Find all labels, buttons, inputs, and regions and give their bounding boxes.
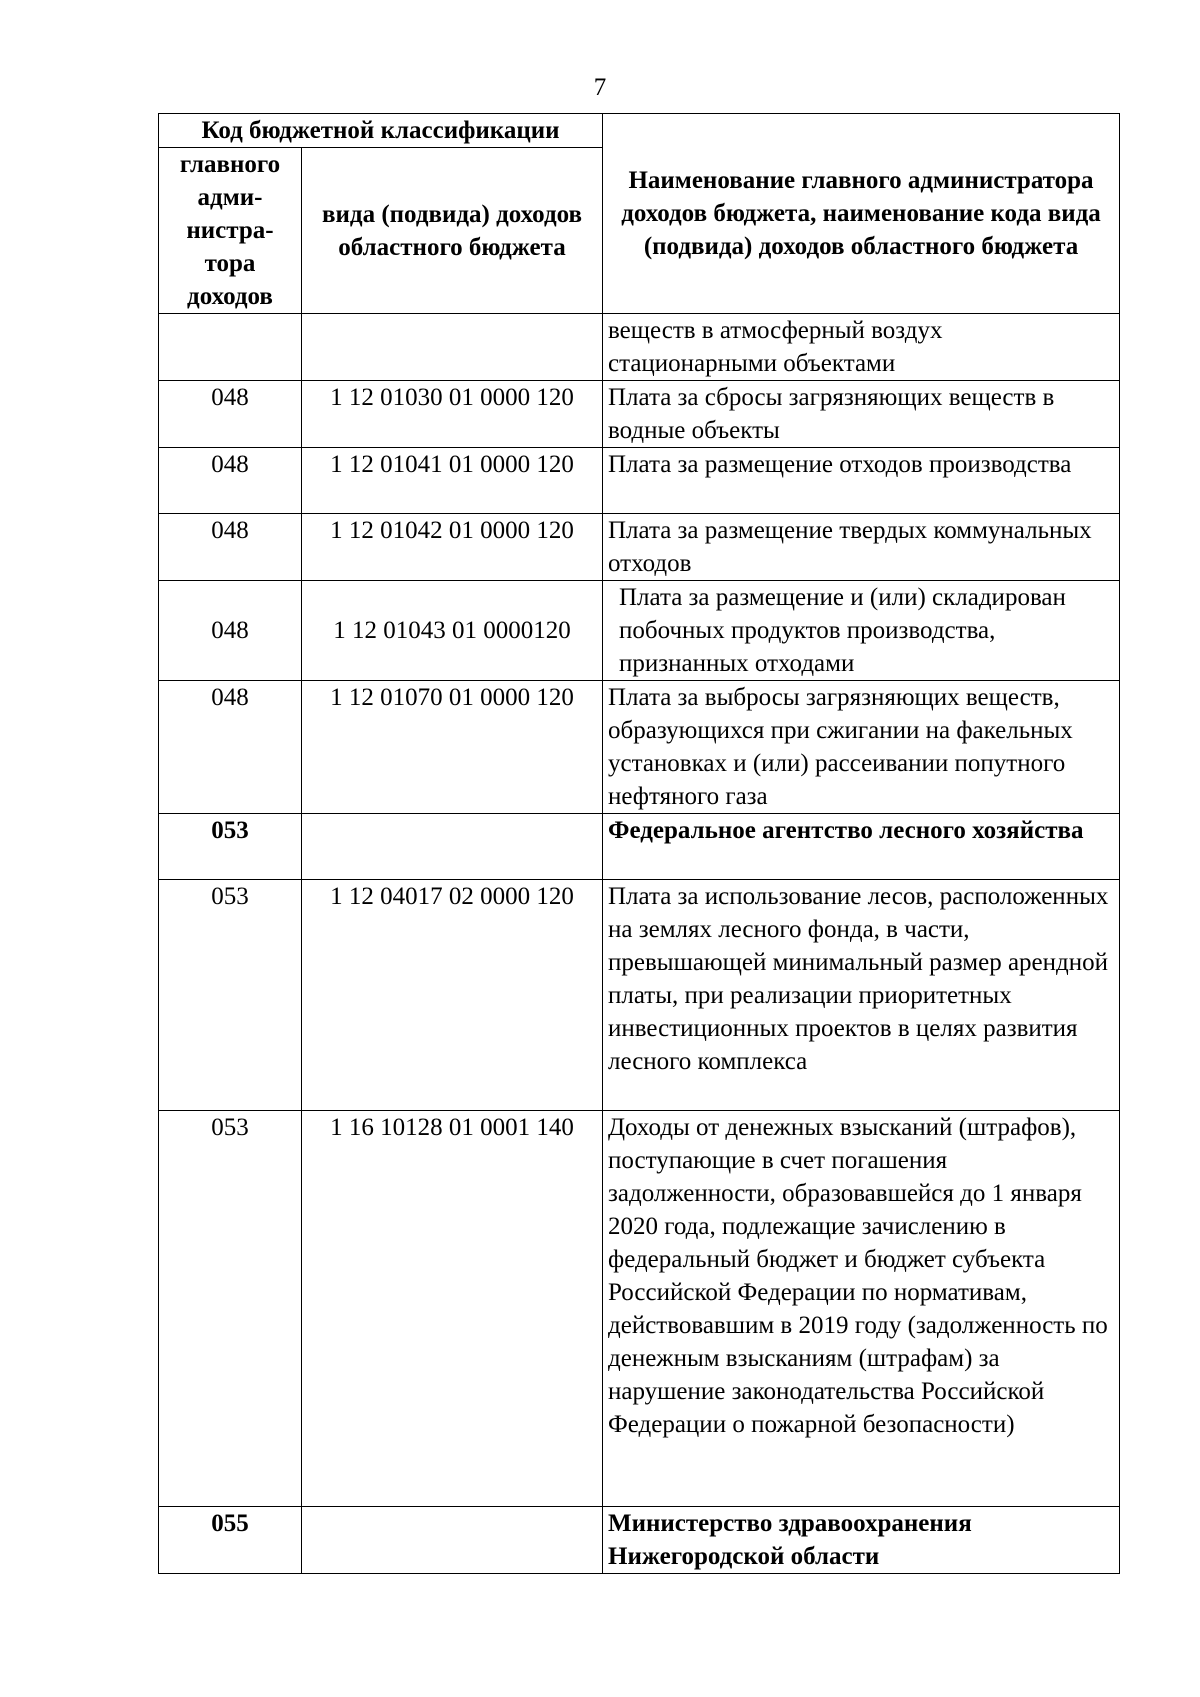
table-row [159,448,1120,514]
admin-code-cell: 053 [159,880,302,1111]
income-name-cell: Плата за размещение твердых коммунальных отходов [603,514,1120,581]
admin-code-cell [159,314,302,381]
income-code-cell: 1 12 01030 01 0000 120 [302,381,603,448]
administrator-name-cell: Федеральное агентство лесного хозяйства [603,814,1120,880]
income-code-cell [302,1507,603,1574]
income-code-cell: 1 12 01041 01 0000 120 [302,448,603,514]
budget-classification-table [158,113,1120,1574]
income-code-cell: 1 12 01043 01 0000120 [302,581,603,681]
table-row [159,681,1120,814]
income-name-line: побочных продуктов производства, [619,617,996,644]
table-row [159,1507,1120,1574]
table-row [159,381,1120,448]
income-name-cell: Доходы от денежных взысканий (штрафов), поступающие в счет погашения задолженности, образовавшейся до 1 января 2020 года, подлежащие зачислению в федеральный бюджет и бюджет субъекта Российской Федерации по нормативам, действовавшим в 2019 году (задолженность по денежным взысканиям (штрафам) за нарушение законодательства Российской Федерации о пожарной безопасности) [603,1111,1120,1507]
income-name-line: Плата за размещение и (или) складирован [619,584,1066,611]
admin-code-cell: 048 [159,448,302,514]
table-row [159,314,1120,381]
income-code-cell: 1 12 01070 01 0000 120 [302,681,603,814]
admin-code-cell: 048 [159,514,302,581]
admin-code-cell: 053 [159,1111,302,1507]
income-name-cell: Плата за размещение отходов производства [603,448,1120,514]
income-code-cell [302,814,603,880]
table-row [159,880,1120,1111]
table-row [159,1111,1120,1507]
income-code-cell [302,314,603,381]
income-name-cell [603,581,1120,681]
header-admin-code: главного адми- нистра- тора доходов [159,148,302,314]
header-administrator-name: Наименование главного администратора доходов бюджета, наименование кода вида (подвида) доходов областного бюджета [603,114,1120,314]
administrator-name-cell: Министерство здравоохранения Нижегородской области [603,1507,1120,1574]
table-row [159,514,1120,581]
income-code-cell: 1 12 01042 01 0000 120 [302,514,603,581]
income-code-cell: 1 16 10128 01 0001 140 [302,1111,603,1507]
admin-code-cell: 048 [159,681,302,814]
admin-code-cell: 053 [159,814,302,880]
table-body [159,314,1120,1574]
admin-code-cell: 055 [159,1507,302,1574]
header-classification-code: Код бюджетной классификации [159,114,603,148]
income-name-cell: Плата за выбросы загрязняющих веществ, образующихся при сжигании на факельных установках и (или) рассеивании попутного нефтяного газа [603,681,1120,814]
table-row [159,814,1120,880]
income-code-cell: 1 12 04017 02 0000 120 [302,880,603,1111]
income-name-cell: Плата за сбросы загрязняющих веществ в водные объекты [603,381,1120,448]
header-income-type-code: вида (подвида) доходов областного бюджета [302,148,603,314]
table-row [159,581,1120,681]
page-number: 7 [593,74,607,101]
admin-code-cell: 048 [159,381,302,448]
admin-code-cell: 048 [159,581,302,681]
income-name-cell: Плата за использование лесов, расположенных на землях лесного фонда, в части, превышающей минимальный размер арендной платы, при реализации приоритетных инвестиционных проектов в целях развития лесного комплекса [603,880,1120,1111]
income-name-cell: веществ в атмосферный воздух стационарными объектами [603,314,1120,381]
income-name-line: признанных отходами [619,650,855,677]
